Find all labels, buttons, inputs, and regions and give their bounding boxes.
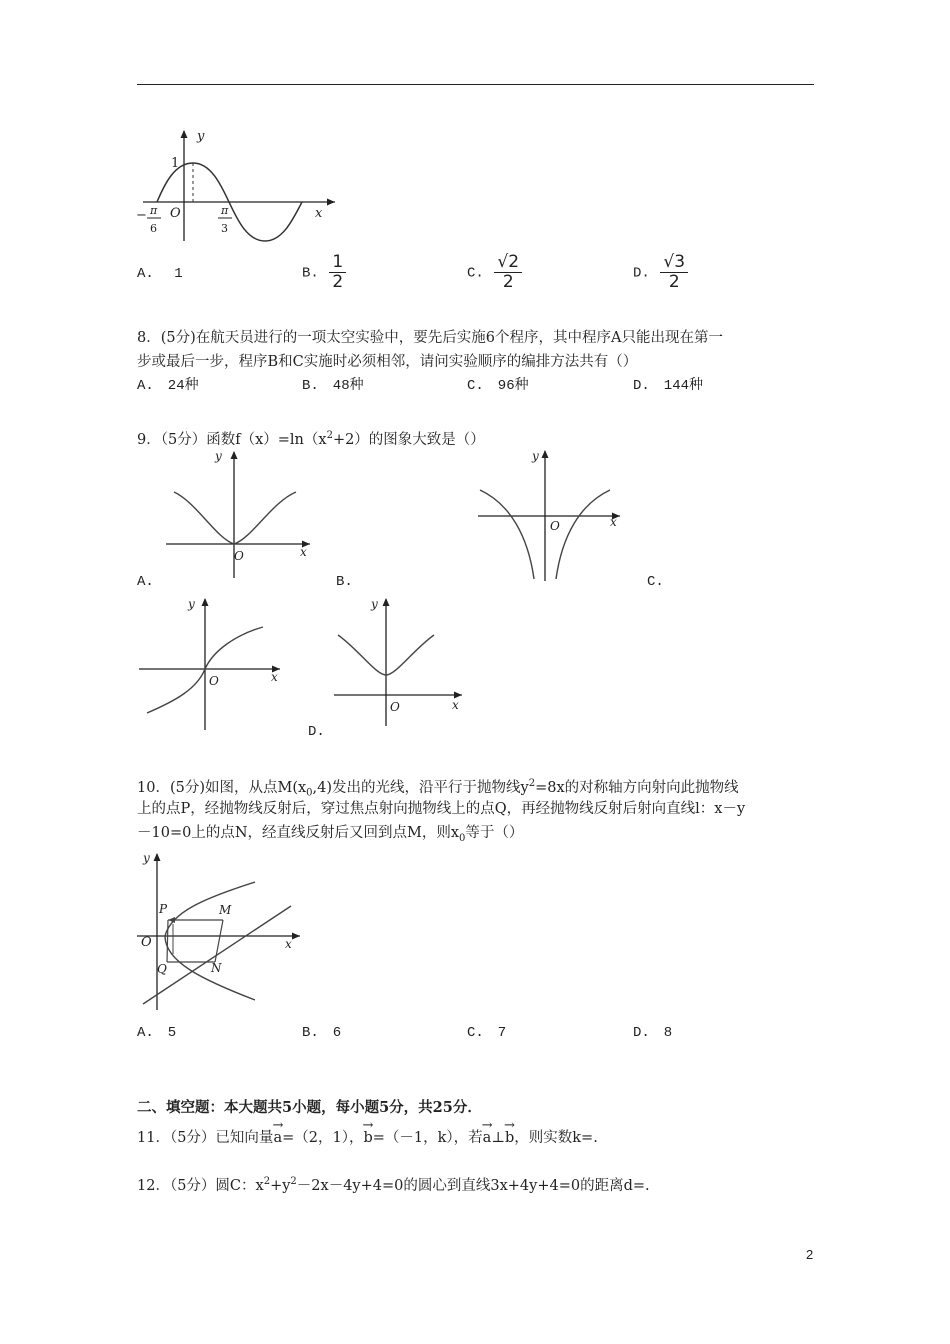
q7-b-prefix: B. (302, 265, 319, 282)
fraction-sqrt2-over-2 (494, 253, 522, 292)
q10-l3-post: 等于（） (465, 825, 524, 841)
q9-stem-pre: 9．（5分）函数f（x）=ln（x (137, 431, 327, 448)
vector-a-2: → a (483, 1120, 492, 1150)
q9c-origin: O (209, 674, 219, 688)
q10-parabola-figure (135, 850, 305, 1015)
perpendicular-symbol: ⊥ (491, 1130, 505, 1146)
q10-fig-M: M (219, 903, 232, 917)
q11-mid: =（2，1）， (282, 1130, 364, 1146)
q9-label-d: D. (308, 724, 325, 740)
q8-option-b: B. 48种 (302, 378, 364, 394)
q10-l1-sup: 2 (528, 778, 536, 789)
one-label: 1 (171, 156, 180, 171)
q9-graph-b (470, 446, 630, 586)
q10-option-c: C. 7 (467, 1025, 507, 1041)
q9d-y-label: y (371, 597, 378, 611)
pi-label-left: π (150, 204, 158, 217)
pi-label-right: π (221, 204, 229, 217)
q9d-x-label: x (452, 698, 459, 712)
vector-b: → b (363, 1120, 372, 1150)
q12-mid: +y (270, 1177, 291, 1194)
q7-b-denominator: 2 (332, 272, 344, 292)
q9b-origin: O (550, 519, 560, 533)
q7-b-numerator: 1 (329, 253, 346, 273)
origin-label: O (170, 206, 181, 221)
q10-fig-x: x (285, 937, 292, 951)
q10-l1-pre: 10．(5分)如图，从点M(x (137, 779, 307, 796)
q9b-x-label: x (610, 515, 617, 529)
q10-fig-y: y (143, 851, 150, 865)
q11-stem (137, 1120, 598, 1150)
q8-option-d: D. 144种 (633, 378, 704, 394)
q11-mid2: =（－1，k），若 (372, 1130, 483, 1146)
q9-graph-c (135, 593, 285, 733)
q9-label-a: A. (137, 574, 154, 590)
q7-option-b (302, 253, 346, 292)
q7-a-prefix: A. (137, 266, 154, 282)
vector-b-2: → b (505, 1120, 514, 1150)
q9-label-c: C. (647, 574, 664, 590)
q9d-origin: O (390, 700, 400, 714)
q10-l3-sub: 0 (459, 832, 466, 844)
three-label: 3 (221, 222, 228, 235)
section-2-heading: 二、填空题：本大题共5小题，每小题5分，共25分． (137, 1099, 482, 1116)
q10-option-b: B. 6 (302, 1025, 342, 1041)
q10-fig-N: N (211, 961, 222, 975)
header-rule (137, 84, 814, 85)
q7-option-c (467, 253, 522, 292)
axis-x-label: x (315, 206, 323, 221)
q9-graph-d (330, 593, 470, 728)
q12-pre: 12．（5分）圆C：x (137, 1177, 264, 1194)
fraction-sqrt3-over-2 (660, 253, 688, 292)
q7-option-a (137, 262, 183, 286)
q7-d-numerator: √3 (660, 253, 688, 273)
q10-l1-sub: 0 (306, 787, 313, 799)
q10-option-d: D. 8 (633, 1025, 673, 1041)
q10-fig-O: O (141, 935, 152, 950)
sine-graph-figure (135, 125, 345, 245)
q9-stem-sup: 2 (326, 430, 333, 441)
q10-line3 (137, 821, 523, 851)
q7-c-prefix: C. (467, 265, 484, 282)
six-label: 6 (150, 222, 157, 235)
q9-stem-post: +2）的图象大致是（） (332, 431, 485, 448)
q9a-y-label: y (215, 449, 222, 463)
q9c-x-label: x (271, 670, 278, 684)
q9a-x-label: x (300, 545, 307, 559)
vector-a: → a (273, 1120, 282, 1150)
q8-option-a: A. 24种 (137, 378, 199, 394)
q10-fig-P: P (159, 902, 168, 916)
q9-graph-a (160, 446, 315, 581)
q12-sup1: 2 (263, 1176, 271, 1187)
neg-sign: − (136, 208, 147, 223)
q7-c-denominator: 2 (502, 272, 514, 292)
q12-stem (137, 1170, 650, 1198)
q9b-y-label: y (532, 449, 539, 463)
q11-pre: 11．（5分）已知向量 (137, 1130, 274, 1146)
q11-post: ，则实数k=. (514, 1130, 598, 1146)
q9a-origin: O (234, 549, 244, 563)
q8-line1: 8．(5分)在航天员进行的一项太空实验中，要先后实施6个程序，其中程序A只能出现在第一 (137, 330, 723, 346)
q10-l1-mid: ,4)发出的光线，沿平行于抛物线y (312, 779, 529, 796)
q8-line2: 步或最后一步，程序B和C实施时必须相邻，请问实验顺序的编排方法共有（） (137, 354, 638, 370)
q9-label-b: B. (336, 574, 353, 590)
q10-l3-pre: －10=0上的点N，经直线反射后又回到点M，则x (137, 825, 460, 841)
q7-d-denominator: 2 (668, 272, 680, 292)
q7-a-value: 1 (174, 266, 183, 282)
q9c-y-label: y (188, 597, 195, 611)
q7-c-numerator: √2 (494, 253, 522, 273)
q10-fig-Q: Q (157, 962, 167, 976)
q10-line2: 上的点P，经抛物线反射后，穿过焦点射向抛物线上的点Q，再经抛物线反射后射向直线l：x－y (137, 801, 746, 817)
q10-option-a: A. 5 (137, 1025, 177, 1041)
q10-l1-post: =8x的对称轴方向射向此抛物线 (535, 779, 739, 796)
q12-sup2: 2 (290, 1176, 297, 1187)
q7-option-d (633, 253, 688, 292)
q12-post: －2x－4y+4=0的圆心到直线3x+4y+4=0的距离d=. (296, 1177, 650, 1194)
page-number: 2 (806, 1247, 814, 1262)
axis-y-label: y (197, 129, 205, 144)
q7-d-prefix: D. (633, 265, 650, 282)
q8-option-c: C. 96种 (467, 378, 529, 394)
fraction-one-half (329, 253, 346, 292)
